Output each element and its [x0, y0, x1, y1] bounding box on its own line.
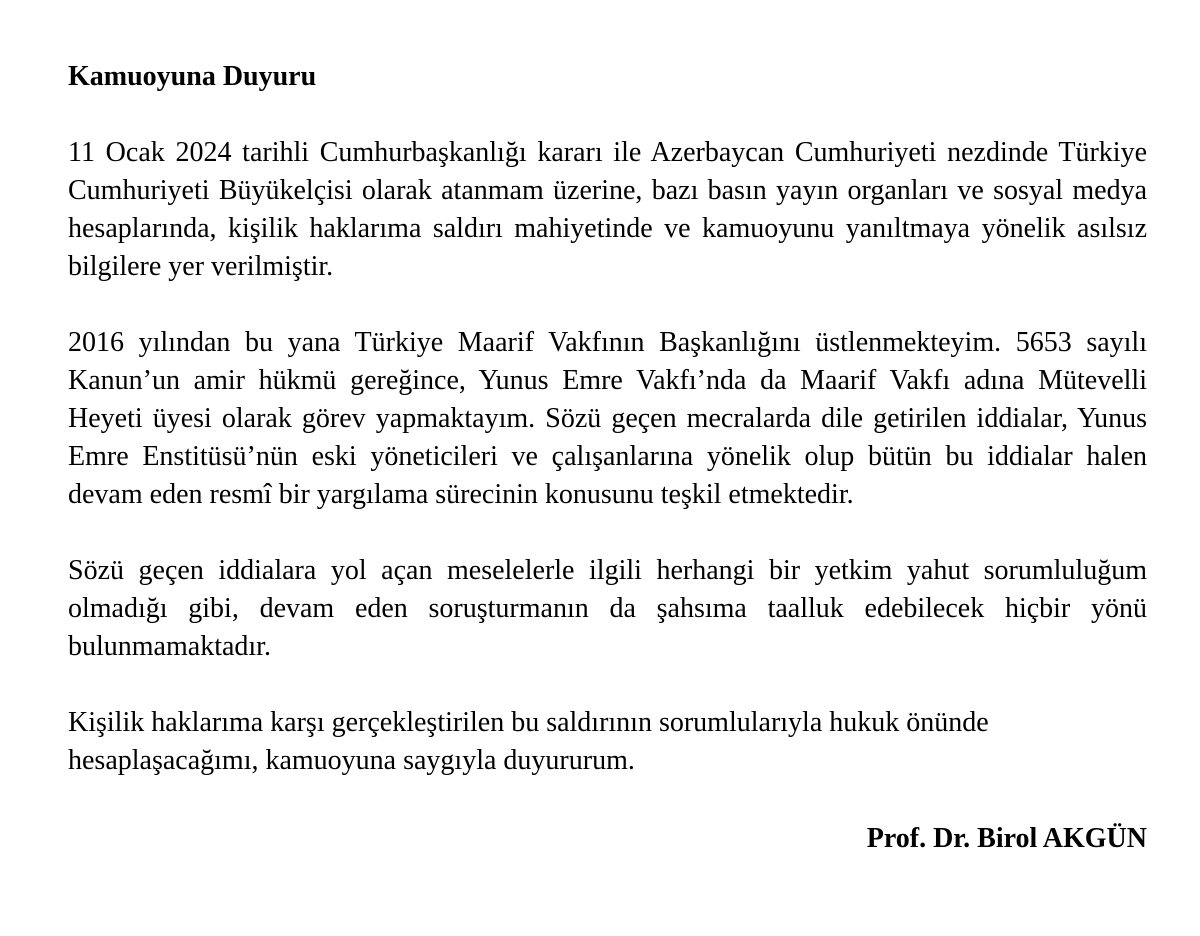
announcement-document [68, 58, 1147, 858]
paragraph-appointment: 11 Ocak 2024 tarihli Cumhurbaşkanlığı kararı ile Azerbaycan Cumhuriyeti nezdinde Türkiye Cumhuriyeti Büyükelçisi olarak atanmam üzerine, bazı basın yayın organları ve sosyal medya hesaplarında, kişilik haklarıma saldırı mahiyetinde ve kamuoyunu yanıltmaya yönelik asılsız bilgilere yer verilmiştir. [68, 137, 1147, 282]
paragraph-no-responsibility: Sözü geçen iddialara yol açan meselelerle ilgili herhangi bir yetkim yahut sorumluluğum olmadığı gibi, devam eden soruşturmanın da şahsıma taalluk edebilecek hiçbir yönü bulunmamaktadır. [68, 555, 1147, 662]
signature: Prof. Dr. Birol AKGÜN [866, 823, 1147, 854]
paragraph-foundation-role: 2016 yılından bu yana Türkiye Maarif Vakfının Başkanlığını üstlenmekteyim. 5653 sayılı Kanun’un amir hükmü gereğince, Yunus Emre Vakfı’nda da Maarif Vakfı adına Mütevelli Heyeti üyesi olarak görev yapmaktayım. Sözü geçen mecralarda dile getirilen iddialar, Yunus Emre Enstitüsü’nün eski yöneticileri ve çalışanlarına yönelik olup bütün bu iddialar halen devam eden resmî bir yargılama sürecinin konusunu teşkil etmektedir. [68, 327, 1147, 510]
document-title: Kamuoyuna Duyuru [68, 61, 317, 92]
paragraph-closing: Kişilik haklarıma karşı gerçekleştirilen bu saldırının sorumlularıyla hukuk önünde hesaplaşacağımı, kamuoyuna saygıyla duyururum. [68, 707, 989, 776]
